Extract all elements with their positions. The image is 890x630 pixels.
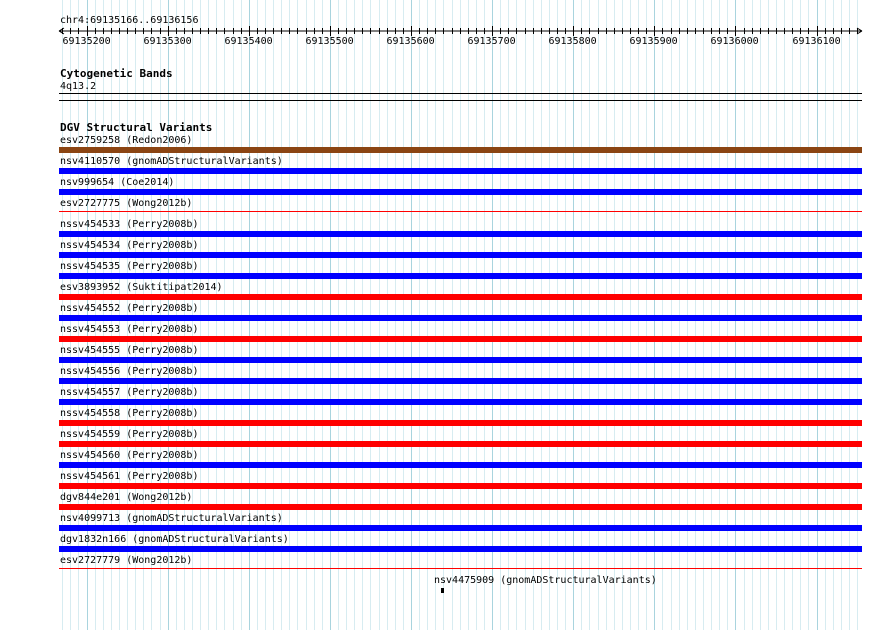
variant-feature[interactable] <box>59 378 862 384</box>
ruler-tick-label: 69135800 <box>548 36 597 47</box>
variant-feature[interactable] <box>59 252 862 258</box>
variant-feature[interactable] <box>59 420 862 426</box>
variant-feature[interactable] <box>59 231 862 237</box>
variant-feature[interactable] <box>59 357 862 363</box>
variant-label: esv2759258 (Redon2006) <box>60 135 193 146</box>
variant-feature[interactable] <box>59 168 862 174</box>
variant-feature[interactable] <box>59 462 862 468</box>
dgv-track-title: DGV Structural Variants <box>60 121 213 134</box>
variant-label: nssv454534 (Perry2008b) <box>60 240 199 251</box>
cytoband-bottom-border <box>59 93 862 94</box>
variant-feature[interactable] <box>59 315 862 321</box>
variant-label: nssv454535 (Perry2008b) <box>60 261 199 272</box>
variant-feature[interactable] <box>59 568 862 569</box>
ruler-tick-label: 69135500 <box>305 36 354 47</box>
variant-label: nssv454561 (Perry2008b) <box>60 471 199 482</box>
ruler-tick-label: 69135300 <box>143 36 192 47</box>
variant-feature[interactable] <box>59 189 862 195</box>
variant-feature[interactable] <box>59 336 862 342</box>
variant-label: dgv1832n166 (gnomADStructuralVariants) <box>60 534 289 545</box>
variant-label: esv3893952 (Suktitipat2014) <box>60 282 223 293</box>
variant-label: nssv454552 (Perry2008b) <box>60 303 199 314</box>
variant-label: nssv454555 (Perry2008b) <box>60 345 199 356</box>
variant-label: nssv454533 (Perry2008b) <box>60 219 199 230</box>
ruler-tick-label: 69135700 <box>467 36 516 47</box>
variant-feature[interactable] <box>59 525 862 531</box>
variant-label: nssv454559 (Perry2008b) <box>60 429 199 440</box>
variant-label: esv2727779 (Wong2012b) <box>60 555 193 566</box>
variant-label: nsv4099713 (gnomADStructuralVariants) <box>60 513 283 524</box>
variant-feature[interactable] <box>59 483 862 489</box>
variant-feature[interactable] <box>59 294 862 300</box>
cytoband-label: 4q13.2 <box>60 81 97 92</box>
ruler-tick-label: 69135400 <box>224 36 273 47</box>
ruler-tick-label: 69135900 <box>629 36 678 47</box>
cytoband-track-title: Cytogenetic Bands <box>60 67 173 80</box>
track-separator <box>59 100 862 101</box>
variant-feature[interactable] <box>59 504 862 510</box>
ruler[interactable] <box>0 0 890 60</box>
ruler-tick-label: 69135200 <box>62 36 111 47</box>
variant-label: esv2727775 (Wong2012b) <box>60 198 193 209</box>
variant-feature[interactable] <box>59 441 862 447</box>
variant-label: dgv844e201 (Wong2012b) <box>60 492 193 503</box>
variant-feature[interactable] <box>59 399 862 405</box>
location-label: chr4:69135166..69136156 <box>60 15 199 26</box>
variant-feature[interactable] <box>59 211 862 212</box>
ruler-tick-label: 69136100 <box>792 36 841 47</box>
variant-feature[interactable] <box>59 546 862 552</box>
variant-feature[interactable] <box>59 147 862 153</box>
variant-label: nssv454560 (Perry2008b) <box>60 450 199 461</box>
variant-label: nssv454558 (Perry2008b) <box>60 408 199 419</box>
variant-label: nssv454553 (Perry2008b) <box>60 324 199 335</box>
variant-label-small: nsv4475909 (gnomADStructuralVariants) <box>434 575 657 586</box>
ruler-tick-label: 69136000 <box>710 36 759 47</box>
variant-label: nsv4110570 (gnomADStructuralVariants) <box>60 156 283 167</box>
variant-feature-small[interactable] <box>441 588 444 593</box>
ruler-tick-label: 69135600 <box>386 36 435 47</box>
variant-label: nsv999654 (Coe2014) <box>60 177 175 188</box>
variant-label: nssv454556 (Perry2008b) <box>60 366 199 377</box>
variant-label: nssv454557 (Perry2008b) <box>60 387 199 398</box>
variant-feature[interactable] <box>59 273 862 279</box>
